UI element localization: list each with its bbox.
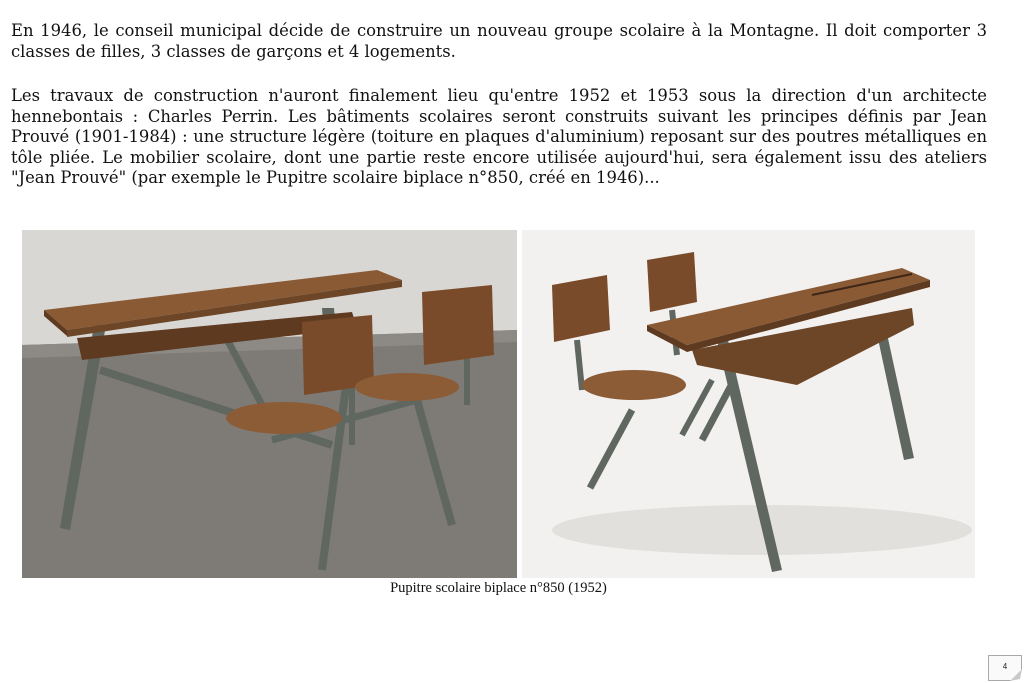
page-number-badge [988, 655, 1022, 681]
page-number: 4 [1002, 662, 1008, 671]
desk-photo-right [522, 230, 975, 578]
desk-illustration-right [522, 230, 975, 578]
desk-photo-left [22, 230, 517, 578]
intro-paragraph: En 1946, le conseil municipal décide de construire un nouveau groupe scolaire à la Montagne. Il doit comporter 3 classes de filles, 3 classes de garçons et 4 logements. [11, 21, 987, 61]
construction-paragraph: Les travaux de construction n'auront finalement lieu qu'entre 1952 et 1953 sous la direction d'un architecte hennebontais : Charles Perrin. Les bâtiments scolaires seront construits suivant les principes définis par Jean Prouvé (1901-1984) : une structure légère (toiture en plaques d'aluminium) reposant sur des poutres métalliques en tôle pliée. Le mobilier scolaire, dont une partie reste encore utilisée aujourd'hui, sera également issu des ateliers "Jean Prouvé" (par exemple le Pupitre scolaire biplace n°850, créé en 1946)... [11, 86, 987, 187]
desk-illustration-left [22, 230, 517, 578]
image-caption: Pupitre scolaire biplace n°850 (1952) [390, 580, 607, 596]
page-curl-icon [1010, 669, 1022, 681]
